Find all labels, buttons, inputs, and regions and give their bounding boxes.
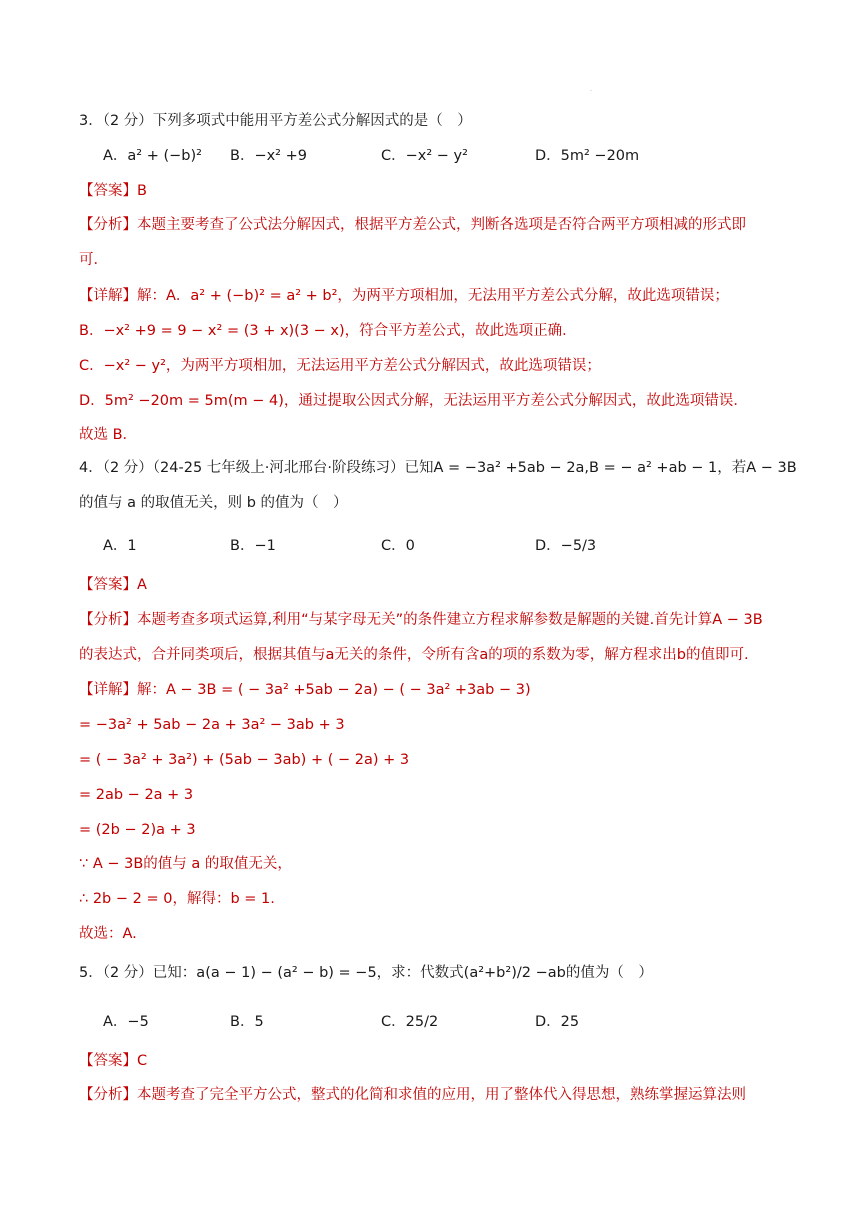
q5-answer: 【答案】C (79, 1053, 148, 1069)
q4-detail-1: 【详解】解：A − 3B = ( − 3a² +5ab − 2a) − ( − 3a² +3ab − 3) (79, 682, 531, 698)
page-mark: . (590, 86, 592, 93)
q4-stem-1: 4．（2 分）（24-25 七年级上·河北邢台·阶段练习）已知A = −3a² +5ab − 2a,B = − a² +ab − 1，若A − 3B (79, 460, 797, 476)
q4-detail-2: = −3a² + 5ab − 2a + 3a² − 3ab + 3 (79, 717, 345, 733)
q3-detail-2: B．−x² +9 = 9 − x² = (3 + x)(3 − x)，符合平方差公式，故此选项正确． (79, 323, 577, 339)
q3-analysis-2: 可． (79, 252, 108, 268)
q5-option-b: B．5 (230, 1014, 264, 1030)
q5-option-a: A．−5 (103, 1014, 149, 1030)
q4-stem-2: 的值与 a 的取值无关，则 b 的值为（ ） (79, 495, 348, 511)
q4-detail-4: = 2ab − 2a + 3 (79, 787, 194, 803)
q3-stem: 3．（2 分）下列多项式中能用平方差公式分解因式的是（ ） (79, 113, 472, 129)
q3-option-d: D．5m² −20m (535, 148, 640, 164)
q3-detail-3: C．−x² − y²，为两平方项相加，无法运用平方差公式分解因式，故此选项错误； (79, 358, 601, 374)
q3-detail-4: D．5m² −20m = 5m(m − 4)，通过提取公因式分解，无法运用平方差公式分解因式，故此选项错误． (79, 393, 748, 409)
q4-detail-7: ∴ 2b − 2 = 0，解得：b = 1. (79, 891, 275, 907)
q3-detail-1: 【详解】解：A．a² + (−b)² = a² + b²，为两平方项相加，无法用平方差公式分解，故此选项错误； (79, 288, 729, 304)
q4-answer: 【答案】A (79, 577, 147, 593)
q5-analysis: 【分析】本题考查了完全平方公式，整式的化简和求值的应用，用了整体代入得思想，熟练掌握运算法则 (79, 1087, 746, 1103)
q3-option-a: A．a² + (−b)² (103, 148, 202, 164)
q4-detail-3: = ( − 3a² + 3a²) + (5ab − 3ab) + ( − 2a) + 3 (79, 752, 410, 768)
q4-analysis-2: 的表达式，合并同类项后，根据其值与a无关的条件，令所有含a的项的系数为零，解方程求出b的值即可. (79, 647, 749, 663)
q4-option-b: B．−1 (230, 538, 276, 554)
q4-option-c: C．0 (381, 538, 415, 554)
q4-detail-6: ∵ A − 3B的值与 a 的取值无关， (79, 856, 292, 872)
q5-option-d: D．25 (535, 1014, 580, 1030)
q3-detail-5: 故选 B． (79, 427, 138, 443)
q5-option-c: C．25/2 (381, 1014, 439, 1030)
q5-stem: 5．（2 分）已知：a(a − 1) − (a² − b) = −5，求：代数式(a²+b²)/2 −ab的值为（ ） (79, 965, 653, 981)
q3-option-b: B．−x² +9 (230, 148, 307, 164)
q4-option-a: A．1 (103, 538, 137, 554)
q4-analysis-1: 【分析】本题考查多项式运算,利用“与某字母无关”的条件建立方程求解参数是解题的关键.首先计算A − 3B (79, 612, 763, 628)
q3-analysis-1: 【分析】本题主要考查了公式法分解因式，根据平方差公式，判断各选项是否符合两平方项相减的形式即 (79, 217, 746, 233)
q4-option-d: D．−5/3 (535, 538, 597, 554)
q3-answer: 【答案】B (79, 183, 147, 199)
q4-detail-5: = (2b − 2)a + 3 (79, 822, 196, 838)
q3-option-c: C．−x² − y² (381, 148, 468, 164)
q4-detail-8: 故选：A. (79, 926, 137, 942)
